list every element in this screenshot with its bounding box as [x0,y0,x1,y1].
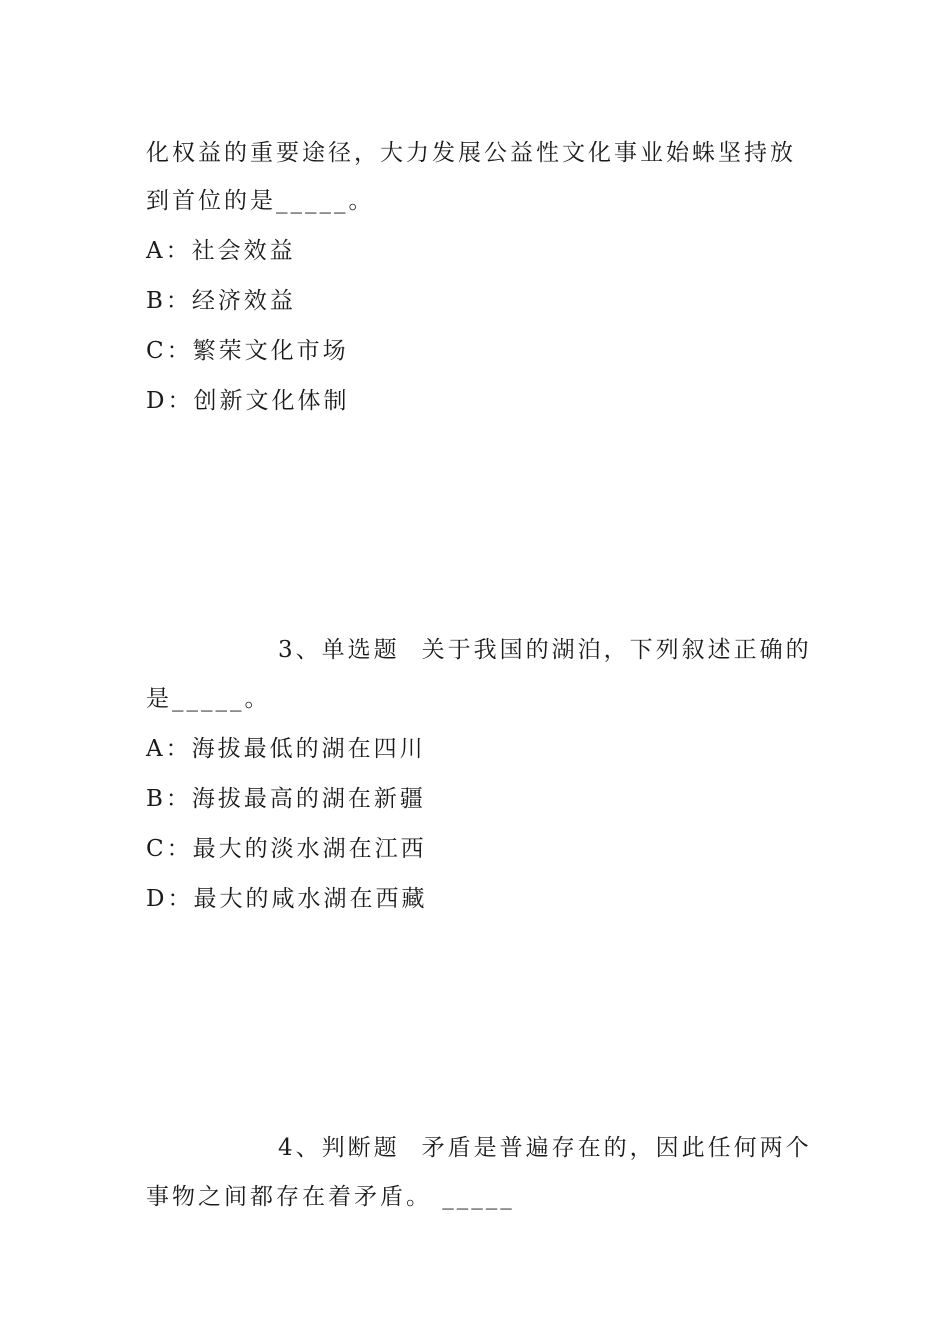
q2-option-d: D：创新文化体制 [146,388,350,414]
q3-stem-line-2: 是_____。 [146,686,271,712]
q3-option-c: C：最大的淡水湖在江西 [146,836,427,862]
q3-number: 3、单选题 [278,637,400,663]
q2-stem-line-2: 到首位的是_____。 [146,188,375,214]
q2-stem-line-1: 化权益的重要途径，大力发展公益性文化事业始蛛坚持放 [146,140,796,166]
q2-option-a: A：社会效益 [146,238,296,264]
q3-option-a: A：海拔最低的湖在四川 [146,736,426,762]
q2-option-b: B：经济效益 [146,288,296,314]
q3-option-d: D：最大的咸水湖在西藏 [146,886,428,912]
q4-stem-line-2: 事物之间都存在着矛盾。 _____ [146,1184,515,1210]
q2-option-c: C：繁荣文化市场 [146,338,349,364]
q3-stem-line-1: 关于我国的湖泊，下列叙述正确的 [421,637,812,663]
q3-header [278,635,812,665]
q4-stem-line-1: 矛盾是普遍存在的，因此任何两个 [421,1135,812,1161]
q4-number: 4、判断题 [278,1135,400,1161]
q3-option-b: B：海拔最高的湖在新疆 [146,786,426,812]
q4-header [278,1133,812,1163]
